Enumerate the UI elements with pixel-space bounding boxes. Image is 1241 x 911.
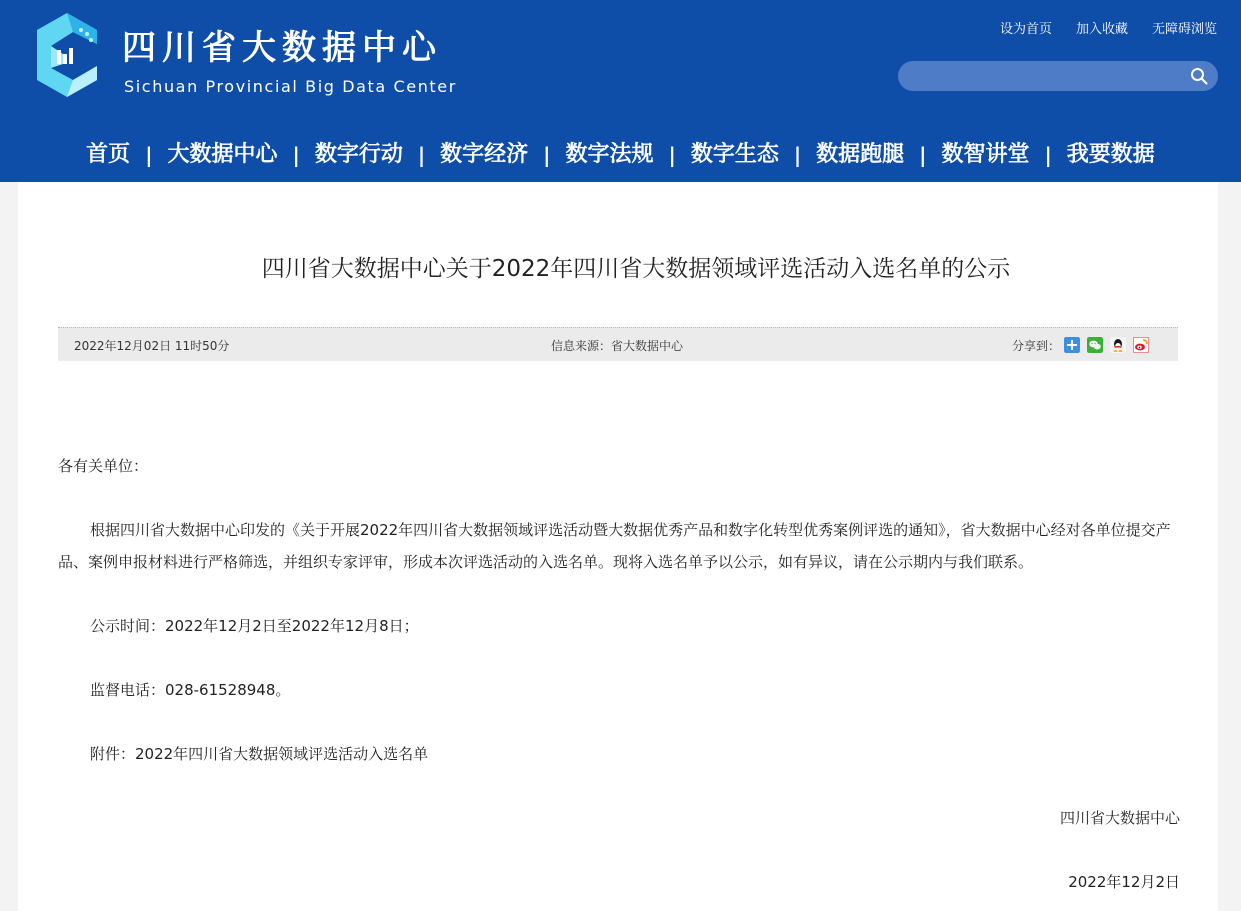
add-favorite-link[interactable]: 加入收藏 [1075, 22, 1128, 37]
signature-date: 2022年12月2日 [1068, 873, 1180, 891]
site-title[interactable]: 四川省大数据中心 [122, 28, 442, 68]
share-icons [1064, 337, 1149, 353]
greeting: 各有关单位： [58, 457, 149, 475]
nav-item-home[interactable]: 首页 [86, 142, 131, 167]
nav-separator: | [793, 143, 802, 167]
notice-period: 公示时间：2022年12月2日至2022年12月8日； [90, 617, 419, 635]
signature-org: 四川省大数据中心 [1059, 809, 1180, 827]
nav-separator: | [145, 143, 153, 167]
nav-item-request-data[interactable]: 我要数据 [1066, 142, 1155, 167]
supervision-phone: 监督电话：028-61528948。 [90, 681, 291, 699]
search-input[interactable] [912, 65, 1186, 89]
weibo-icon[interactable] [1133, 337, 1149, 353]
nav-item-digital-economy[interactable]: 数字经济 [440, 142, 529, 167]
nav-item-data-errand[interactable]: 数据跑腿 [816, 142, 905, 167]
nav-separator: | [1044, 143, 1052, 167]
article-title: 四川省大数据中心关于2022年四川省大数据领域评选活动入选名单的公示 [261, 256, 1011, 282]
nav-item-smart-lecture[interactable]: 数智讲堂 [941, 142, 1030, 167]
search-box [898, 61, 1218, 91]
nav-separator: | [292, 143, 300, 167]
attachment-link[interactable]: 附件：2022年四川省大数据领域评选活动入选名单 [90, 745, 429, 763]
search-icon[interactable] [1190, 67, 1208, 85]
nav-separator: | [543, 143, 551, 167]
logo-icon[interactable] [33, 10, 101, 98]
body-paragraph: 根据四川省大数据中心印发的《关于开展2022年四川省大数据领域评选活动暨大数据优秀产品和数字化转型优秀案例评选的通知》，省大数据中心经对各单位提交产品、案例申报材料进行严格筛选，并组织专家评审，形成本次评选活动的入选名单。现将入选名单予以公示，如有异议，请在公示期内与我们联系。 [58, 521, 1171, 571]
nav-item-digital-regulations[interactable]: 数字法规 [565, 142, 654, 167]
site-header [0, 0, 1241, 182]
qq-icon[interactable] [1110, 337, 1126, 353]
share-label: 分享到： [1012, 339, 1061, 353]
accessibility-link[interactable]: 无障碍浏览 [1151, 22, 1217, 37]
nav-separator: | [417, 143, 426, 167]
nav-item-digital-ecology[interactable]: 数字生态 [690, 142, 779, 167]
nav-item-digital-action[interactable]: 数字行动 [314, 142, 403, 167]
plus-share-icon[interactable] [1064, 337, 1080, 353]
nav-separator: | [919, 143, 927, 167]
nav-item-big-data-center[interactable]: 大数据中心 [167, 142, 278, 167]
top-links [1000, 21, 1217, 39]
article-meta-bar [58, 327, 1178, 361]
set-homepage-link[interactable]: 设为首页 [999, 22, 1052, 37]
main-nav [0, 130, 1241, 180]
site-subtitle: Sichuan Provincial Big Data Center [124, 77, 457, 96]
article-panel [18, 182, 1218, 911]
article-body [58, 450, 1180, 898]
nav-separator: | [668, 143, 676, 167]
publish-date: 2022年12月02日 11时50分 [74, 339, 230, 353]
wechat-icon[interactable] [1087, 337, 1103, 353]
info-source: 信息来源：省大数据中心 [551, 339, 684, 353]
